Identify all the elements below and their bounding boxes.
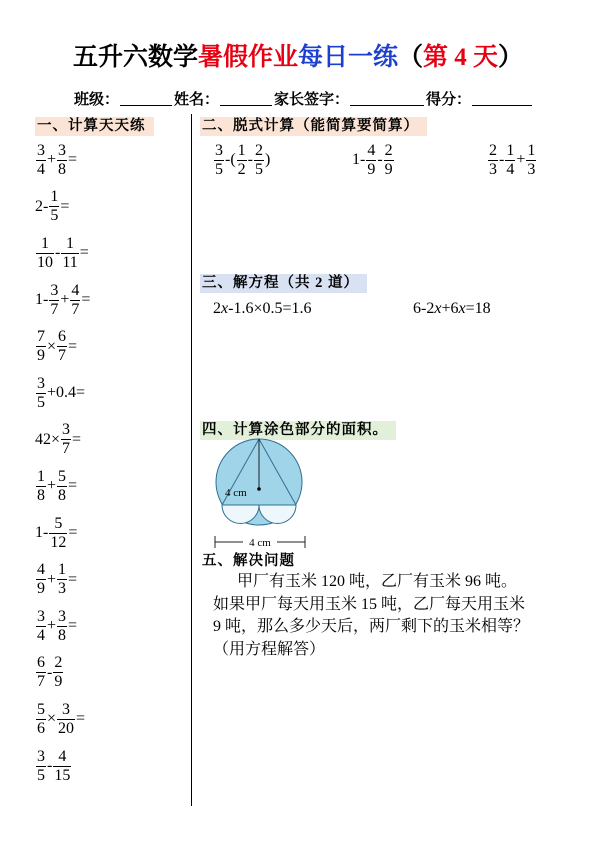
fraction-denominator: 7 [62, 440, 71, 458]
width-label: 4 cm [249, 537, 271, 549]
expression-symbol: = [81, 291, 91, 309]
fraction [57, 702, 75, 737]
fraction-numerator: 3 [57, 702, 75, 720]
fraction [36, 655, 46, 690]
title-paren-close: ） [498, 44, 524, 71]
fraction-denominator: 5 [215, 160, 223, 178]
fraction-denominator: 9 [367, 160, 376, 178]
variable: x [221, 300, 229, 317]
fraction [36, 376, 46, 411]
fraction-numerator: 6 [58, 328, 67, 346]
fraction [49, 189, 59, 224]
fraction-numerator: 1 [61, 236, 78, 254]
fraction-denominator: 10 [37, 253, 53, 271]
expression-symbol: - [377, 151, 383, 168]
fraction-denominator: 2 [237, 160, 246, 178]
fraction-numerator: 4 [53, 749, 71, 767]
fraction-denominator: 4 [37, 160, 45, 178]
expression-symbol: = [68, 617, 78, 635]
fraction-numerator: 1 [50, 188, 59, 206]
expression-symbol: 1- [35, 291, 49, 309]
fraction-numerator: 4 [37, 561, 45, 579]
expression-symbol: 6-2 [413, 300, 435, 317]
fraction-numerator: 1 [506, 141, 515, 159]
fraction-denominator: 11 [62, 253, 78, 271]
expression-symbol: = [76, 710, 86, 728]
simplify-expression-3 [487, 142, 537, 178]
title-homework: 暑假作业 [197, 44, 298, 71]
fraction-numerator: 2 [384, 141, 393, 159]
fraction [57, 562, 67, 597]
fraction-denominator: 7 [71, 300, 80, 318]
fraction-denominator: 4 [37, 626, 45, 644]
equation-2 [413, 299, 491, 319]
calc-item [35, 417, 185, 464]
score-label: 得分： [426, 92, 472, 108]
expression-symbol: - [55, 244, 61, 262]
expression-symbol: - [499, 151, 505, 168]
calc-item [35, 137, 185, 184]
fraction-denominator: 8 [58, 626, 67, 644]
expression-symbol: + [516, 151, 526, 168]
expression-symbol: + [47, 151, 57, 169]
calc-item [35, 603, 185, 650]
calc-item [35, 323, 185, 370]
fraction [57, 469, 67, 504]
fraction-numerator: 5 [58, 467, 67, 485]
expression-symbol: = [68, 477, 78, 495]
fraction [36, 609, 46, 644]
equation-1 [213, 299, 311, 319]
calc-item [35, 184, 185, 231]
fraction-denominator: 5 [37, 393, 45, 411]
fraction-numerator: 3 [37, 607, 45, 625]
fraction-denominator: 3 [489, 160, 497, 178]
fraction-numerator: 3 [215, 141, 223, 159]
expression-symbol: =18 [465, 300, 491, 317]
fraction-denominator: 6 [37, 719, 45, 737]
name-label: 姓名： [174, 92, 220, 108]
expression-symbol: ) [264, 151, 271, 168]
expression-symbol: + [47, 477, 57, 495]
expression-symbol: = [68, 570, 78, 588]
section1-heading: 一、计算天天练 [35, 117, 154, 136]
title-daily-practice: 每日一练 [297, 44, 398, 71]
class-blank [120, 104, 172, 106]
simplify-expression-2 [352, 142, 395, 178]
parent-signature-label: 家长签字： [274, 92, 350, 108]
title-day: 第 4 天 [423, 44, 499, 71]
fraction [366, 143, 376, 178]
expression-symbol: + [47, 617, 57, 635]
fraction-numerator: 3 [50, 281, 59, 299]
fraction-numerator: 3 [58, 607, 67, 625]
fraction [36, 749, 46, 784]
expression-symbol: = [60, 197, 70, 215]
expression-symbol: 1- [35, 524, 49, 542]
fraction-denominator: 7 [37, 673, 45, 691]
fraction-denominator: 8 [58, 160, 67, 178]
fraction-denominator: 8 [37, 486, 45, 504]
height-label: 4 cm [225, 487, 247, 499]
fraction [36, 702, 46, 737]
word-problem-line: 9 吨，那么多少天后，两厂剩下的玉米相等？ [213, 618, 530, 635]
class-label: 班级： [74, 92, 120, 108]
word-problem-line: 甲厂有玉米 120 吨，乙厂有玉米 96 吨。 [237, 573, 518, 590]
fraction [237, 143, 247, 178]
expression-symbol: = [68, 151, 78, 169]
fraction [36, 329, 46, 364]
fraction-numerator: 1 [58, 561, 67, 579]
fraction [49, 516, 67, 551]
expression-symbol: -( [225, 151, 236, 168]
fraction-denominator: 12 [50, 533, 67, 551]
fraction [36, 143, 46, 178]
fraction [526, 143, 536, 178]
fraction-denominator: 5 [50, 207, 59, 225]
expression-symbol: = [79, 244, 89, 262]
expression-symbol: = [72, 430, 82, 448]
fraction [53, 655, 63, 690]
shaded-area-figure [208, 434, 314, 552]
fraction-denominator: 3 [527, 160, 536, 178]
calc-item [35, 650, 185, 697]
fraction-numerator: 1 [527, 141, 536, 159]
fraction-denominator: 5 [37, 766, 45, 784]
expression-symbol: - [47, 663, 53, 681]
expression-symbol: +0.4= [47, 384, 86, 402]
calc-item [35, 463, 185, 510]
fraction-numerator: 1 [36, 236, 54, 254]
expression-symbol: - [47, 757, 53, 775]
fraction [49, 283, 59, 318]
expression-symbol: = [68, 524, 78, 542]
section5-heading: 五、解决问题 [202, 553, 295, 569]
fraction-denominator: 4 [506, 160, 515, 178]
expression-symbol: 1- [352, 151, 366, 168]
fraction-denominator: 20 [58, 719, 75, 737]
calc-item [35, 510, 185, 557]
fraction [36, 236, 54, 271]
expression-symbol: - [247, 151, 253, 168]
fraction-numerator: 7 [37, 328, 45, 346]
expression-symbol: + [60, 291, 70, 309]
word-problem-note: （用方程解答） [213, 640, 326, 658]
fraction [505, 143, 515, 178]
fraction-denominator: 7 [50, 300, 59, 318]
parent-signature-blank [350, 104, 424, 106]
fraction-numerator: 2 [489, 141, 497, 159]
fraction-denominator: 5 [254, 160, 263, 178]
fraction-denominator: 3 [58, 580, 67, 598]
fraction-denominator: 9 [54, 673, 63, 691]
calc-item [35, 556, 185, 603]
fraction [254, 143, 264, 178]
fraction-numerator: 3 [37, 747, 45, 765]
simplify-expression-1 [213, 142, 270, 178]
variable: x [458, 300, 466, 317]
fraction [70, 283, 80, 318]
expression-symbol: × [47, 710, 57, 728]
fraction [36, 469, 46, 504]
fraction-numerator: 5 [49, 516, 67, 534]
title-grade: 五升六数学 [72, 44, 198, 71]
fraction-numerator: 4 [71, 281, 80, 299]
fraction-denominator: 9 [37, 347, 45, 365]
fraction-numerator: 6 [37, 654, 45, 672]
fraction [488, 143, 498, 178]
fraction [61, 236, 78, 271]
expression-symbol: -1.6×0.5=1.6 [228, 300, 312, 317]
fraction [214, 143, 224, 178]
expression-symbol: 2 [213, 300, 221, 317]
fraction-denominator: 15 [54, 766, 71, 784]
fraction-numerator: 1 [237, 141, 246, 159]
fraction-numerator: 3 [37, 374, 45, 392]
expression-symbol: +6 [441, 300, 459, 317]
fraction-denominator: 9 [37, 580, 45, 598]
expression-symbol: × [47, 337, 57, 355]
page-title [0, 42, 596, 74]
fraction-numerator: 3 [58, 141, 67, 159]
calc-item [35, 230, 185, 277]
title-paren-open: （ [398, 44, 424, 71]
expression-symbol: 2- [35, 197, 49, 215]
fraction-denominator: 7 [58, 347, 67, 365]
calc-item [35, 277, 185, 324]
calc-item [35, 743, 185, 790]
fraction [36, 562, 46, 597]
calc-item [35, 696, 185, 743]
fraction [57, 143, 67, 178]
fraction [57, 329, 67, 364]
word-problem-line: 如果甲厂每天用玉米 15 吨，乙厂每天用玉米 [213, 595, 526, 613]
calc-item [35, 370, 185, 417]
fraction-numerator: 3 [37, 141, 45, 159]
fraction-denominator: 9 [384, 160, 393, 178]
student-info-line [74, 90, 534, 110]
expression-symbol: = [68, 337, 78, 355]
fraction-numerator: 4 [367, 141, 376, 159]
fraction-numerator: 5 [37, 700, 45, 718]
score-blank [472, 104, 532, 106]
fraction-numerator: 3 [62, 421, 71, 439]
name-blank [220, 104, 272, 106]
fraction [384, 143, 394, 178]
calc-list [35, 137, 185, 789]
fraction [57, 609, 67, 644]
expression-symbol: 42× [35, 430, 61, 448]
fraction-numerator: 1 [37, 467, 45, 485]
column-divider [191, 114, 192, 806]
variable: x [434, 300, 442, 317]
expression-symbol: + [47, 570, 57, 588]
fraction-denominator: 8 [58, 486, 67, 504]
fraction [53, 749, 71, 784]
section4-heading: 四、计算涂色部分的面积。 [200, 421, 396, 440]
word-problem [213, 571, 529, 661]
fraction [61, 422, 71, 457]
center-dot [257, 487, 261, 491]
section3-heading: 三、解方程（共 2 道） [200, 274, 367, 293]
fraction-numerator: 2 [54, 654, 63, 672]
fraction-numerator: 2 [254, 141, 263, 159]
section2-heading: 二、脱式计算（能简算要简算） [200, 117, 427, 136]
